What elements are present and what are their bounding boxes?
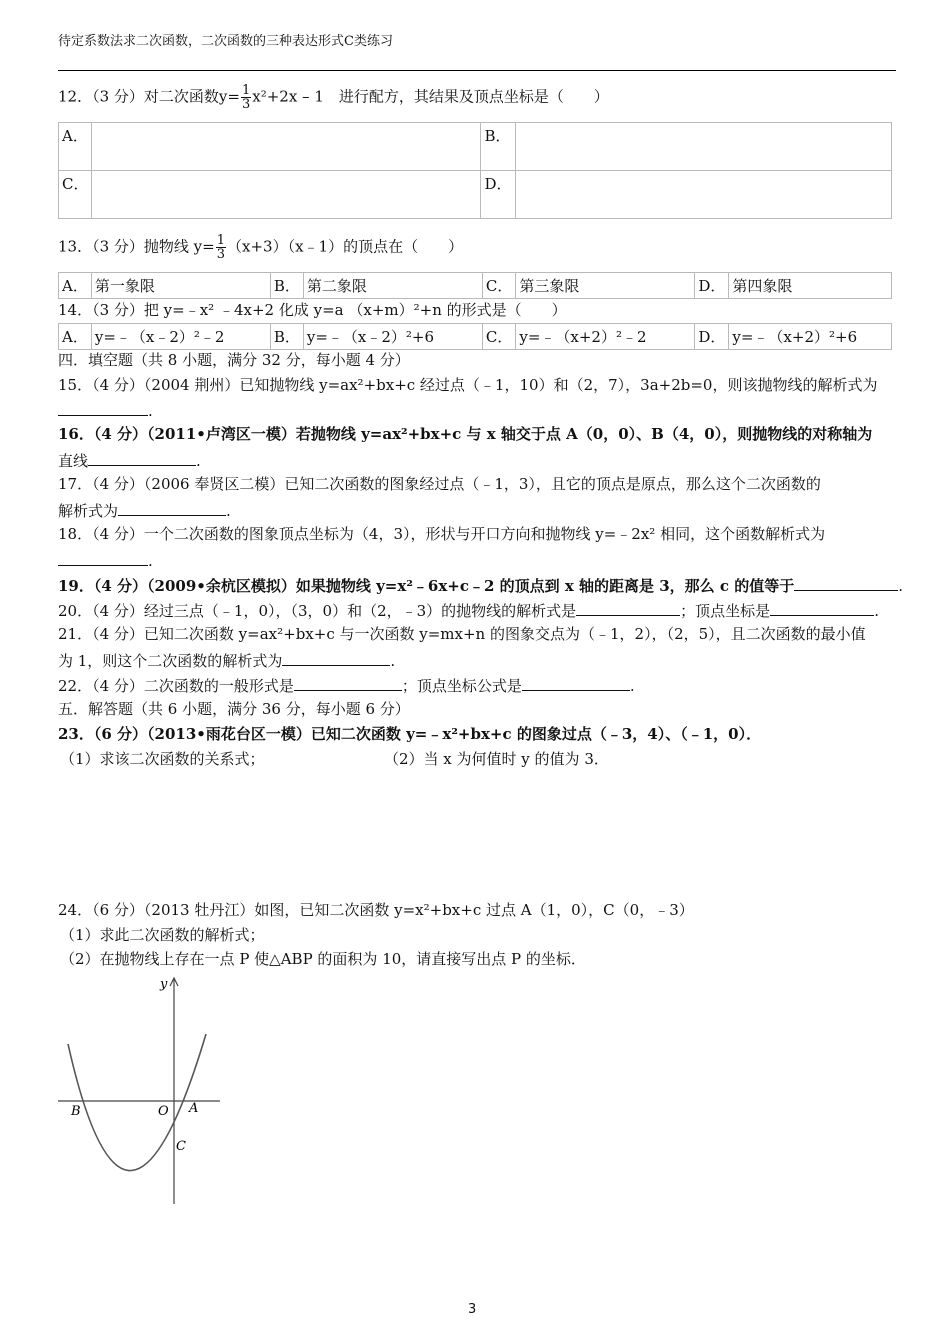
q13-option-d[interactable]: 第四象限 bbox=[729, 273, 892, 299]
q13-option-c[interactable]: 第三象限 bbox=[516, 273, 695, 299]
header-rule bbox=[58, 70, 896, 71]
question-13 bbox=[58, 234, 463, 261]
q18-answer-blank[interactable] bbox=[58, 549, 148, 566]
question-16: 16．（4 分）（2011•卢湾区一模）若抛物线 y=ax²+bx+c 与 x 轴交于点 A（0，0）、B（4，0），则抛物线的对称轴为 bbox=[58, 425, 873, 443]
q12-tail: 进行配方，其结果及顶点坐标是（ ） bbox=[338, 87, 609, 106]
q13-tail: （x+3）（x﹣1）的顶点在（ ） bbox=[227, 237, 464, 256]
question-24: 24．（6 分）（2013 牡丹江）如图，已知二次函数 y=x²+bx+c 过点 A（1，0），C（0，﹣3） bbox=[58, 901, 694, 919]
question-15: 15．（4 分）（2004 荆州）已知抛物线 y=ax²+bx+c 经过点（﹣1，10）和（2，7），3a+2b=0，则该抛物线的解析式为 bbox=[58, 376, 878, 394]
q14-option-b-label: B． bbox=[270, 324, 303, 350]
q12-option-c-cell[interactable] bbox=[92, 171, 481, 219]
question-22 bbox=[58, 674, 635, 696]
q17-period: . bbox=[226, 502, 231, 520]
q16-prefix: 直线 bbox=[58, 452, 89, 470]
point-a-label: A bbox=[189, 1101, 199, 1116]
q20-middle: ；顶点坐标是 bbox=[680, 602, 771, 620]
q14-option-c[interactable]: y=﹣（x+2）²﹣2 bbox=[516, 324, 695, 350]
q13-fraction bbox=[216, 234, 226, 261]
q13-option-b-label: B． bbox=[270, 273, 303, 299]
question-14: 14．（3 分）把 y=﹣x² ﹣4x+2 化成 y=a （x+m）²+n 的形式是（ ） bbox=[58, 301, 567, 319]
page-number: 3 bbox=[468, 1302, 477, 1317]
q19-answer-blank[interactable] bbox=[794, 574, 898, 591]
q18-period: . bbox=[148, 552, 153, 570]
q13-option-c-label: C． bbox=[482, 273, 515, 299]
q14-options-table bbox=[58, 323, 892, 350]
q13-text: 13．（3 分）抛物线 y= bbox=[58, 237, 215, 256]
q13-option-a-label: A． bbox=[59, 273, 92, 299]
q22-answer-blank-2[interactable] bbox=[522, 674, 630, 691]
q12-frac-den: 3 bbox=[241, 97, 251, 112]
q12-options-table bbox=[58, 122, 892, 219]
q23-part-1: （1）求该二次函数的关系式； bbox=[60, 750, 265, 768]
parabola-figure bbox=[52, 972, 222, 1212]
q14-option-d[interactable]: y=﹣（x+2）²+6 bbox=[729, 324, 892, 350]
q12-eq-post: x²+2x – 1 bbox=[252, 87, 324, 106]
q18-answer-line bbox=[58, 549, 153, 571]
q16-period: . bbox=[196, 452, 201, 470]
q21-answer-blank[interactable] bbox=[282, 649, 390, 666]
question-18: 18．（4 分）一个二次函数的图象顶点坐标为（4，3），形状与开口方向和抛物线 y=﹣2x² 相同，这个函数解析式为 bbox=[58, 525, 826, 543]
question-12 bbox=[58, 84, 609, 111]
question-20 bbox=[58, 599, 879, 621]
q19-period: . bbox=[898, 577, 904, 595]
q12-option-d-cell[interactable] bbox=[515, 171, 891, 219]
question-23: 23．（6 分）（2013•雨花台区一模）已知二次函数 y=﹣x²+bx+c 的图象过点（﹣3，4）、（﹣1，0）． bbox=[58, 725, 762, 743]
q20-text: 20．（4 分）经过三点（﹣1，0），（3，0）和（2，﹣3）的抛物线的解析式是 bbox=[58, 602, 577, 620]
q20-answer-blank-2[interactable] bbox=[770, 599, 874, 616]
q20-answer-blank-1[interactable] bbox=[576, 599, 680, 616]
q20-period: . bbox=[874, 602, 879, 620]
q17-answer-blank[interactable] bbox=[118, 499, 226, 516]
q13-frac-den: 3 bbox=[216, 247, 225, 262]
q15-answer-blank[interactable] bbox=[58, 399, 148, 416]
q15-answer-line bbox=[58, 399, 153, 421]
q12-option-a-label: A． bbox=[59, 123, 92, 171]
q16-answer-blank[interactable] bbox=[88, 449, 196, 466]
q14-option-a[interactable]: y=﹣（x﹣2）²﹣2 bbox=[91, 324, 270, 350]
question-21: 21．（4 分）已知二次函数 y=ax²+bx+c 与一次函数 y=mx+n 的图象交点为（﹣1，2），（2，5），且二次函数的最小值 bbox=[58, 625, 866, 643]
q22-text: 22．（4 分）二次函数的一般形式是 bbox=[58, 677, 294, 695]
question-17: 17．（4 分）（2006 奉贤区二模）已知二次函数的图象经过点（﹣1，3），且它的顶点是原点，那么这个二次函数的 bbox=[58, 475, 821, 493]
q13-options-table bbox=[58, 272, 892, 299]
point-c-label: C bbox=[176, 1139, 186, 1154]
q21-answer-line bbox=[58, 649, 395, 671]
q21-prefix: 为 1，则这个二次函数的解析式为 bbox=[58, 652, 283, 670]
q14-option-b[interactable]: y=﹣（x﹣2）²+6 bbox=[303, 324, 482, 350]
q23-part-2: （2）当 x 为何值时 y 的值为 3． bbox=[384, 750, 609, 768]
origin-label: O bbox=[158, 1104, 169, 1119]
q12-option-b-label: B． bbox=[481, 123, 515, 171]
q13-option-b[interactable]: 第二象限 bbox=[303, 273, 482, 299]
q12-eq-pre: y= bbox=[218, 87, 240, 106]
q14-option-c-label: C． bbox=[482, 324, 515, 350]
q13-option-d-label: D． bbox=[695, 273, 729, 299]
q24-part-1: （1）求此二次函数的解析式； bbox=[60, 926, 265, 944]
section-4-heading: 四．填空题（共 8 小题，满分 32 分，每小题 4 分） bbox=[58, 351, 410, 369]
q14-option-a-label: A． bbox=[59, 324, 92, 350]
y-axis-label: y bbox=[160, 977, 168, 992]
section-5-heading: 五．解答题（共 6 小题，满分 36 分，每小题 6 分） bbox=[58, 700, 410, 718]
q12-option-d-label: D． bbox=[481, 171, 515, 219]
q12-option-a-cell[interactable] bbox=[92, 123, 481, 171]
q22-period: . bbox=[629, 677, 635, 695]
q12-fraction bbox=[241, 84, 251, 111]
q12-frac-num: 1 bbox=[241, 83, 251, 98]
q19-text: 19．（4 分）（2009•余杭区模拟）如果抛物线 y=x²﹣6x+c﹣2 的顶点到 x 轴的距离是 3，那么 c 的值等于 bbox=[58, 577, 795, 595]
question-19 bbox=[58, 574, 903, 596]
q12-text: 12．（3 分）对二次函数 bbox=[58, 87, 219, 106]
q13-frac-num: 1 bbox=[216, 233, 225, 248]
q21-period: . bbox=[390, 652, 396, 670]
q13-option-a[interactable]: 第一象限 bbox=[91, 273, 270, 299]
q24-part-2: （2）在抛物线上存在一点 P 使△ABP 的面积为 10，请直接写出点 P 的坐标． bbox=[60, 950, 586, 968]
q15-period: . bbox=[148, 402, 153, 420]
q12-option-b-cell[interactable] bbox=[515, 123, 891, 171]
q14-option-d-label: D． bbox=[695, 324, 729, 350]
page-header: 待定系数法求二次函数，二次函数的三种表达形式C类练习 bbox=[58, 34, 393, 49]
q16-answer-line bbox=[58, 449, 201, 471]
point-b-label: B bbox=[71, 1104, 81, 1119]
q12-option-c-label: C． bbox=[59, 171, 92, 219]
q17-prefix: 解析式为 bbox=[58, 502, 119, 520]
q17-answer-line bbox=[58, 499, 231, 521]
q22-answer-blank-1[interactable] bbox=[294, 674, 402, 691]
q22-middle: ；顶点坐标公式是 bbox=[401, 677, 522, 695]
